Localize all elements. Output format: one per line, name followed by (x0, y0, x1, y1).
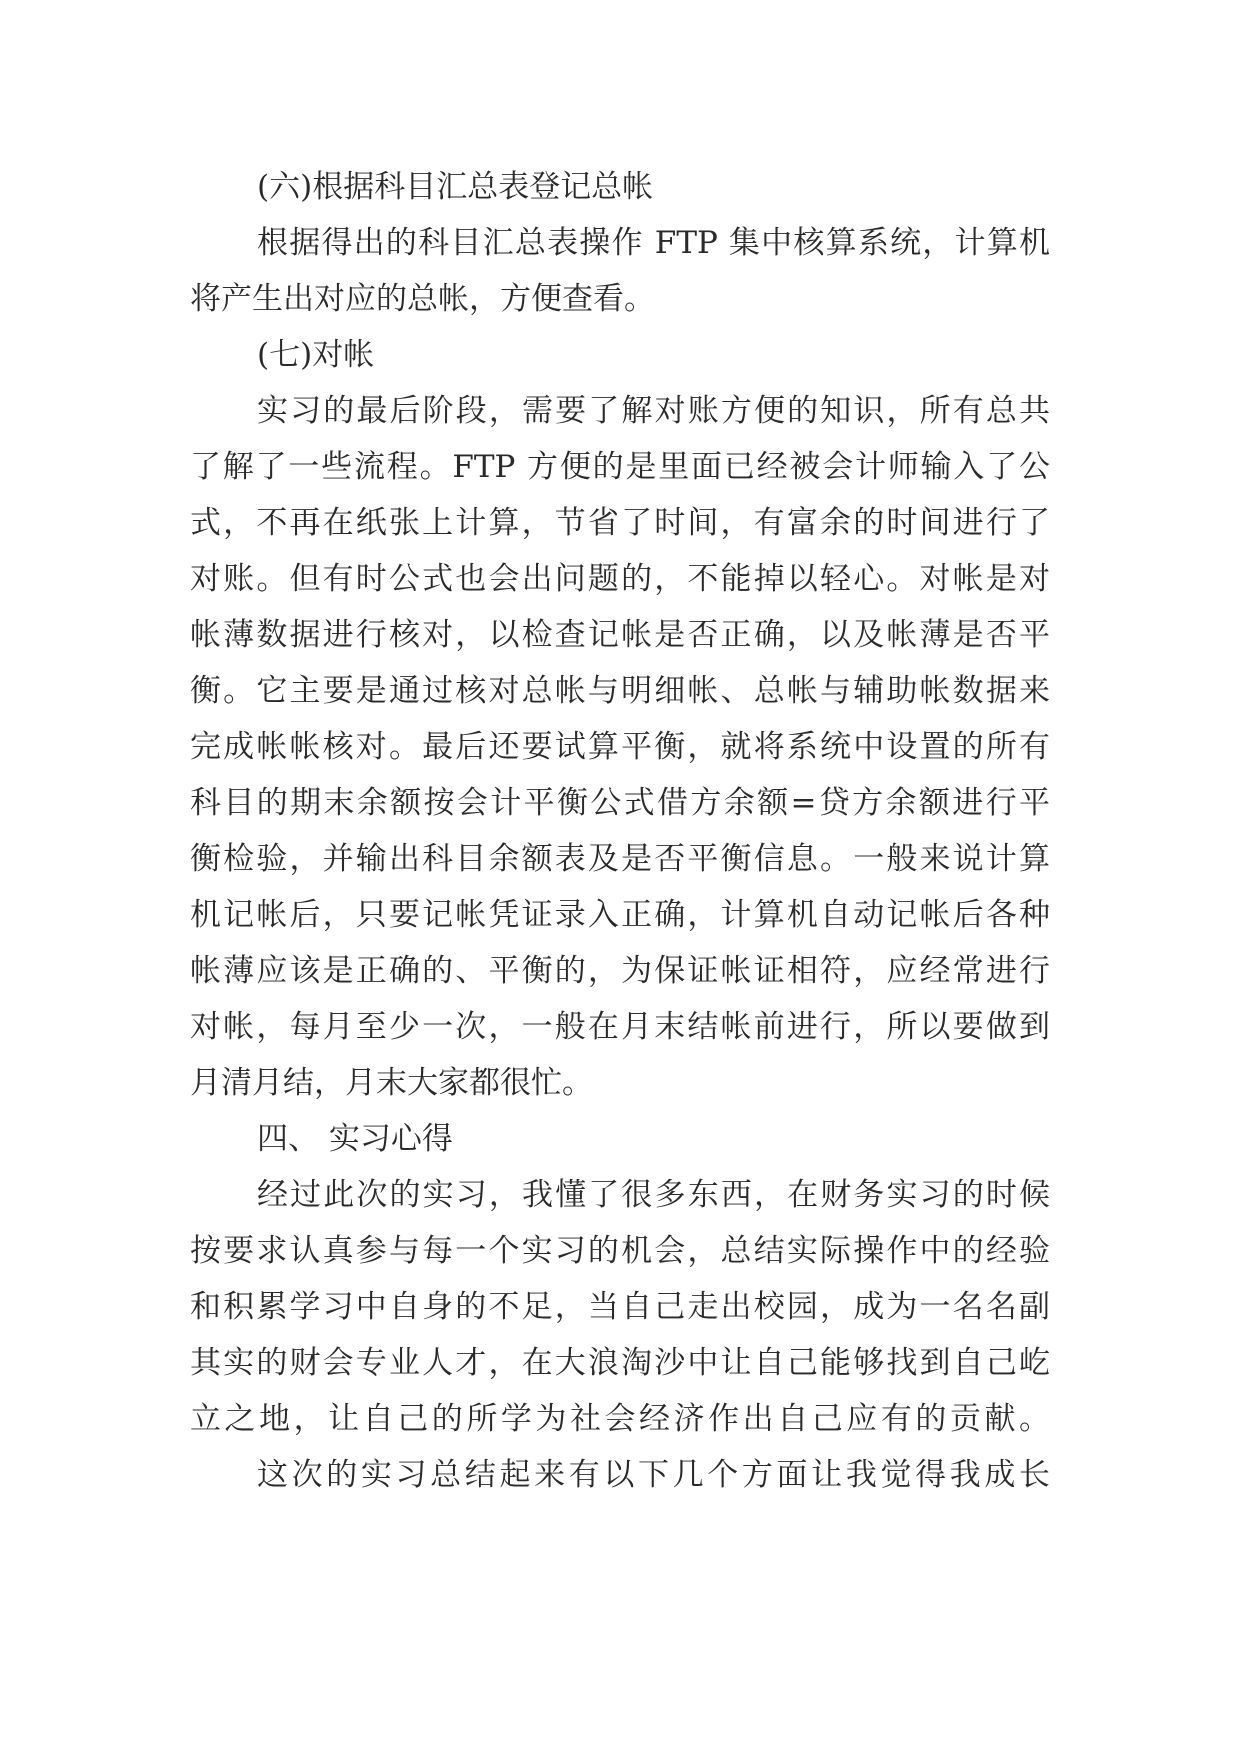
paragraph-line: 完成帐帐核对。最后还要试算平衡，就将系统中设置的所有 (190, 729, 1050, 765)
paragraph-line: 根据得出的科目汇总表操作 FTP 集中核算系统，计算机 (257, 225, 1050, 261)
paragraph-line: 帐薄数据进行核对，以检查记帐是否正确，以及帐薄是否平 (190, 617, 1050, 653)
paragraph-line: 衡。它主要是通过核对总帐与明细帐、总帐与辅助帐数据来 (190, 673, 1050, 709)
paragraph-line: 科目的期末余额按会计平衡公式借方余额=贷方余额进行平 (190, 785, 1050, 821)
paragraph-line: 和积累学习中自身的不足，当自己走出校园，成为一名名副 (190, 1289, 1050, 1325)
paragraph-line: 将产生出对应的总帐，方便查看。 (190, 281, 655, 317)
paragraph-line: 经过此次的实习，我懂了很多东西，在财务实习的时候 (257, 1177, 1050, 1213)
section-heading-7: (七)对帐 (257, 337, 375, 373)
paragraph-line: 帐薄应该是正确的、平衡的，为保证帐证相符，应经常进行 (190, 953, 1050, 989)
paragraph-line: 实习的最后阶段，需要了解对账方便的知识，所有总共 (257, 393, 1050, 429)
section-heading-4: 四、 实习心得 (257, 1121, 453, 1157)
paragraph-line: 月清月结，月末大家都很忙。 (190, 1065, 593, 1101)
paragraph-line: 机记帐后，只要记帐凭证录入正确，计算机自动记帐后各种 (190, 897, 1050, 933)
paragraph-line: 对帐，每月至少一次，一般在月末结帐前进行，所以要做到 (190, 1009, 1050, 1045)
paragraph-line: 按要求认真参与每一个实习的机会，总结实际操作中的经验 (190, 1233, 1050, 1269)
paragraph-line: 对账。但有时公式也会出问题的，不能掉以轻心。对帐是对 (190, 561, 1050, 597)
section-heading-6: (六)根据科目汇总表登记总帐 (257, 169, 654, 205)
paragraph-line: 了解了一些流程。FTP 方便的是里面已经被会计师输入了公 (190, 449, 1050, 485)
paragraph-line: 这次的实习总结起来有以下几个方面让我觉得我成长 (257, 1457, 1050, 1493)
paragraph-line: 衡检验，并输出科目余额表及是否平衡信息。一般来说计算 (190, 841, 1050, 877)
paragraph-line: 立之地，让自己的所学为社会经济作出自己应有的贡献。 (190, 1401, 1050, 1437)
paragraph-line: 其实的财会专业人才，在大浪淘沙中让自己能够找到自己屹 (190, 1345, 1050, 1381)
paragraph-line: 式，不再在纸张上计算，节省了时间，有富余的时间进行了 (190, 505, 1050, 541)
